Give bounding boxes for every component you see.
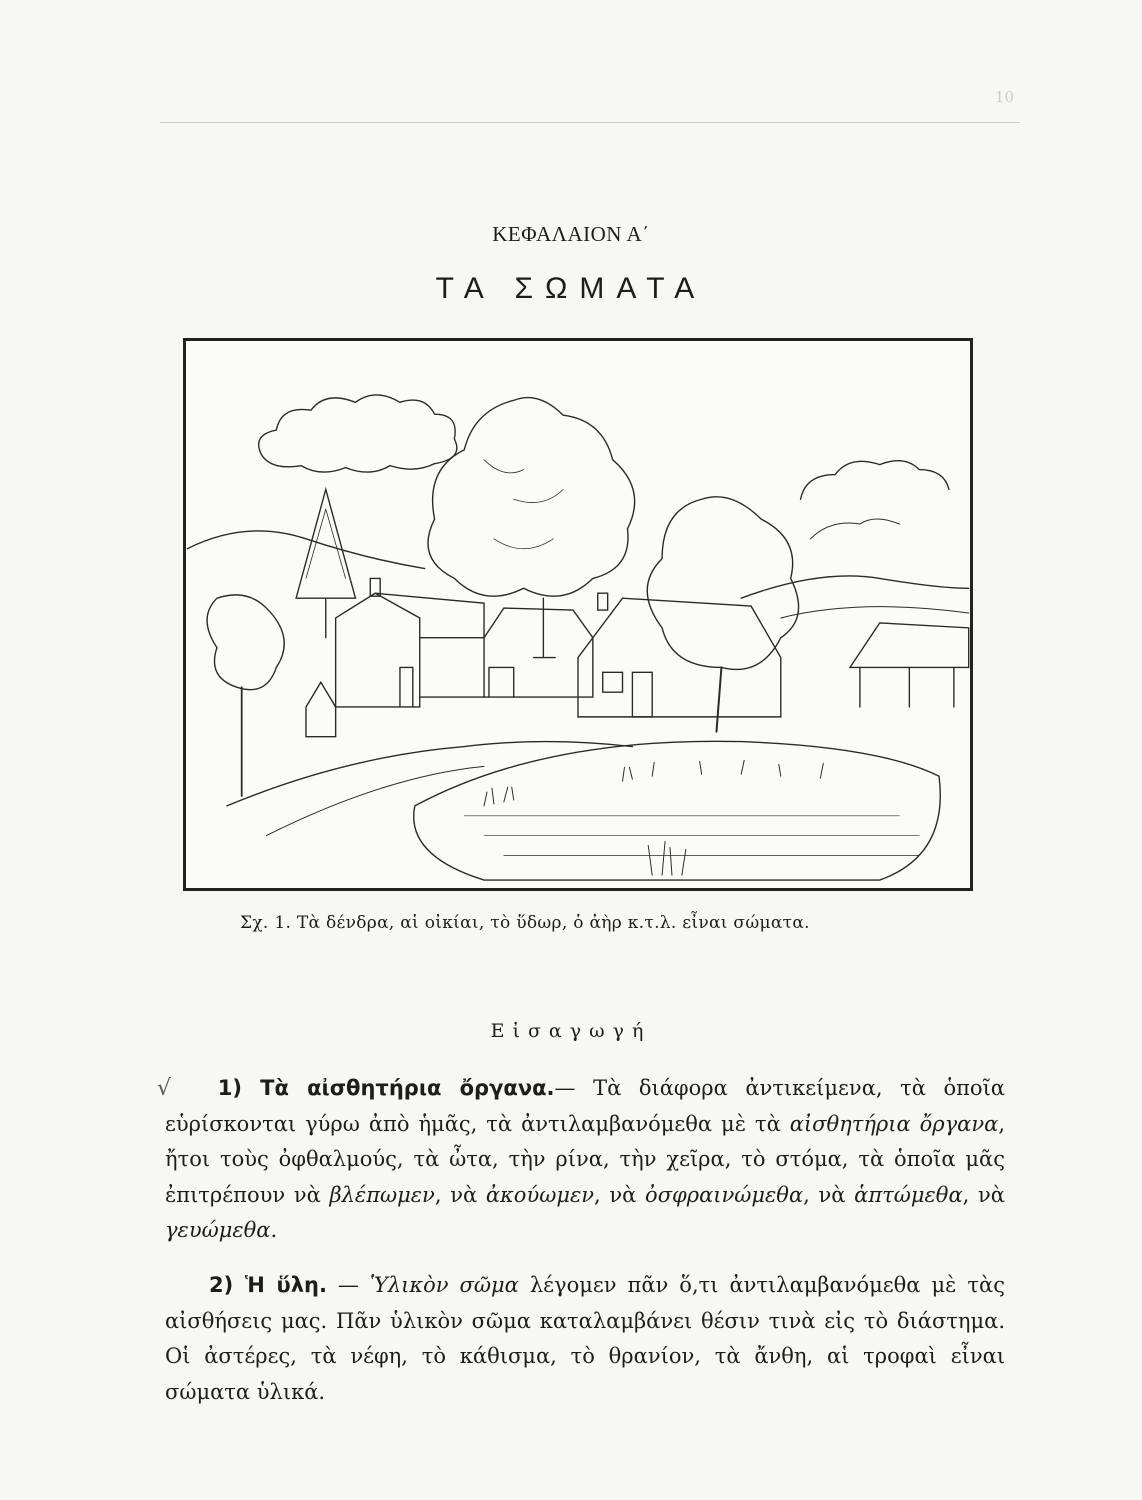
- figure-illustration: [183, 338, 973, 891]
- paragraph-sensory-organs: √ 1) Τὰ αἰσθητήρια ὄργανα.— Τὰ διάφορα ἀντικείμενα, τὰ ὁποῖα εὑρίσκονται γύρω ἀπὸ ἡμᾶς, τὰ ἀντιλαμβανόμεθα μὲ τὰ αἰσθητήρια ὄργανα, ἤτοι τοὺς ὀφθαλμούς, τὰ ὦτα, τὴν ρίνα, τὴν χεῖρα, τὸ στόμα, τὰ ὁποῖα μᾶς ἐπιτρέπουν νὰ βλέπωμεν, νὰ ἀκούωμεν, νὰ ὀσφραινώμεθα, νὰ ἁπτώμεθα, νὰ γευώμεθα.: [165, 1071, 1005, 1249]
- tree-small-left: [207, 595, 284, 690]
- chapter-title: ΤΑ ΣΩΜΑΤΑ: [435, 272, 707, 305]
- house-left: [336, 593, 420, 707]
- cloud-right: [801, 461, 949, 500]
- tree-right: [647, 497, 798, 670]
- path-curve: [227, 742, 633, 806]
- check-mark: √: [157, 1076, 172, 1101]
- paragraph-heading: 1) Τὰ αἰσθητήρια ὄργανα.: [217, 1076, 555, 1100]
- shed: [850, 623, 969, 668]
- section-heading: Εἰσαγωγή: [490, 1020, 652, 1042]
- house-right: [578, 598, 781, 717]
- hill-right: [741, 576, 969, 598]
- pine-tree-left: [296, 489, 355, 598]
- header-rule: [160, 122, 1020, 123]
- tree-center: [428, 398, 635, 597]
- paragraph-matter: 2) Ἡ ὕλη. — Ὑλικὸν σῶμα λέγομεν πᾶν ὅ,τι ἀντιλαμβανόμεθα μὲ τὰς αἰσθήσεις μας. Πᾶν ὑλικὸν σῶμα καταλαμβάνει θέσιν τινὰ εἰς τὸ διάστημα. Οἱ ἀστέρες, τὰ νέφη, τὸ κάθισμα, τὸ θρανίον, τὰ ἄνθη, αἱ τροφαὶ εἶναι σώματα ὑλικά.: [165, 1273, 1005, 1404]
- gazebo: [306, 682, 336, 736]
- landscape-drawing: [186, 341, 970, 888]
- cloud-left: [259, 395, 457, 472]
- figure-caption: Σχ. 1. Τὰ δένδρα, αἱ οἰκίαι, τὸ ὕδωρ, ὁ ἀὴρ κ.τ.λ. εἶναι σώματα.: [240, 913, 810, 933]
- paragraph-heading: 2) Ἡ ὕλη.: [209, 1273, 327, 1297]
- chimney-right: [598, 593, 608, 610]
- chapter-label: ΚΕΦΑΛΑΙΟΝ Α΄: [492, 222, 650, 246]
- house-center: [484, 608, 593, 697]
- page-number: 10: [994, 88, 1014, 106]
- pond: [414, 741, 941, 880]
